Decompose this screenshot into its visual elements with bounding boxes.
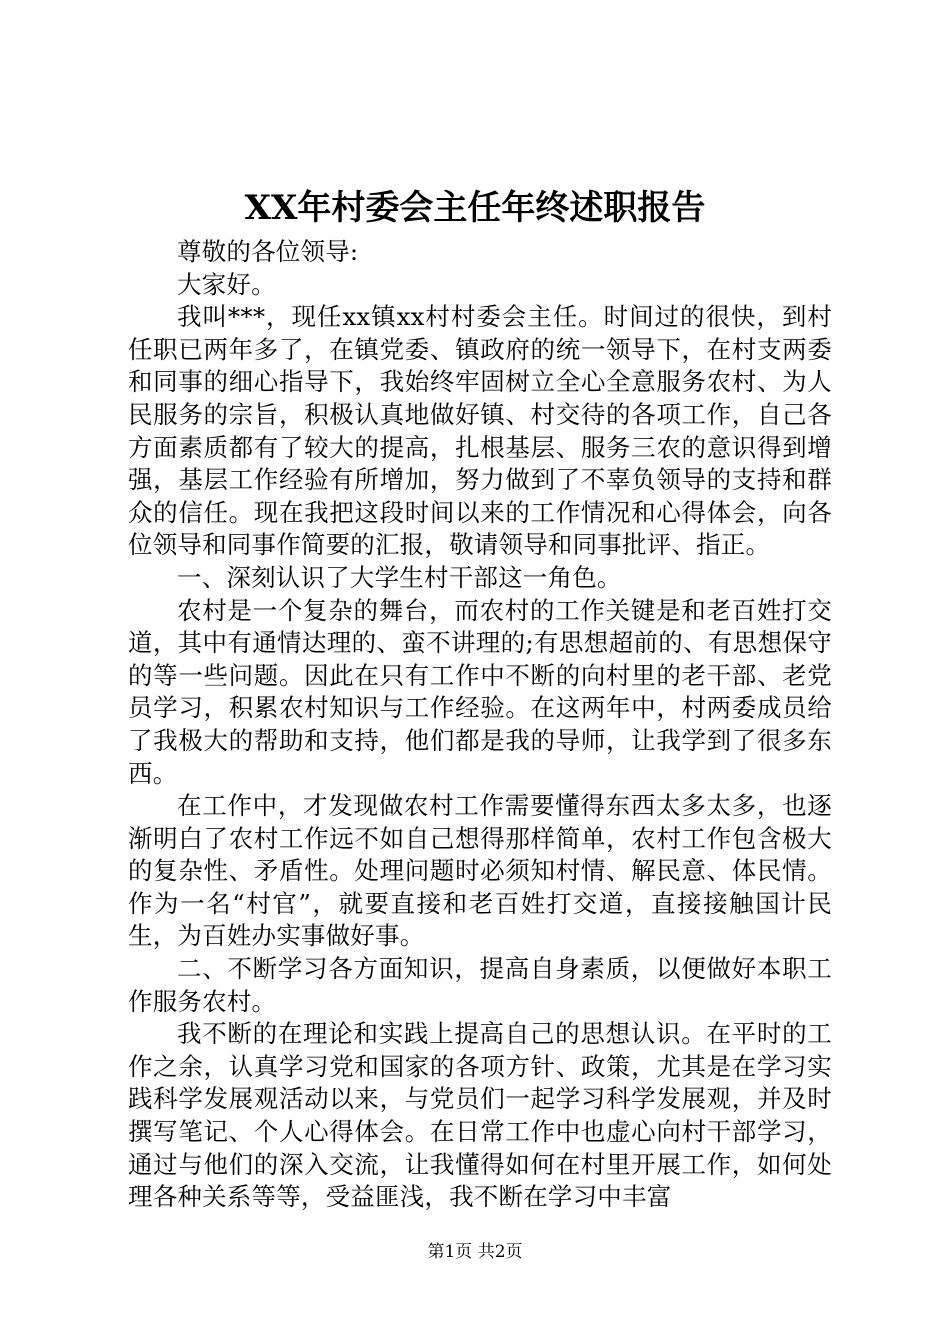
- paragraph-section-1a: 农村是一个复杂的舞台，而农村的工作关键是和老百姓打交道，其中有通情达理的、蛮不讲理的;有思想超前的、有思想保守的等一些问题。因此在只有工作中不断的向村里的老干部、老党员学习，积累农村知识与工作经验。在这两年中，村两委成员给了我极大的帮助和支持，他们都是我的导师，让我学到了很多东西。: [128, 595, 832, 788]
- section-heading-2: 二、不断学习各方面知识，提高自身素质，以便做好本职工作服务农村。: [128, 954, 832, 1016]
- paragraph-intro: 我叫***，现任xx镇xx村村委会主任。时间过的很快，到村任职已两年多了，在镇党委、镇政府的统一领导下，在村支两委和同事的细心指导下，我始终牢固树立全心全意服务农村、为人民服务的宗旨，积极认真地做好镇、村交待的各项工作，自己各方面素质都有了较大的提高，扎根基层、服务三农的意识得到增强，基层工作经验有所增加，努力做到了不辜负领导的支持和群众的信任。现在我把这段时间以来的工作情况和心得体会，向各位领导和同事作简要的汇报，敬请领导和同事批评、指正。: [128, 302, 832, 560]
- section-heading-1: 一、深刻认识了大学生村干部这一角色。: [177, 562, 622, 592]
- salutation: 尊敬的各位领导:: [177, 237, 359, 266]
- paragraph-section-2a: 我不断的在理论和实践上提高自己的思想认识。在平时的工作之余，认真学习党和国家的各项方针、政策，尤其是在学习实践科学发展观活动以来，与党员们一起学习科学发展观，并及时撰写笔记、个人心得体会。在日常工作中也虚心向村干部学习，通过与他们的深入交流，让我懂得如何在村里开展工作，如何处理各种关系等等，受益匪浅，我不断在学习中丰富: [128, 1019, 832, 1212]
- greeting: 大家好。: [177, 269, 276, 299]
- paragraph-section-1b: 在工作中，才发现做农村工作需要懂得东西太多太多，也逐渐明白了农村工作远不如自己想得那样简单，农村工作包含极大的复杂性、矛盾性。处理问题时必须知村情、解民意、体民情。作为一名“村官”，就要直接和老百姓打交道，直接接触国计民生，为百姓办实事做好事。: [128, 791, 832, 951]
- document-body: [128, 236, 832, 1214]
- document-title: XX年村委会主任年终述职报告: [244, 188, 706, 228]
- page-number: 第1页 共2页: [427, 1242, 523, 1262]
